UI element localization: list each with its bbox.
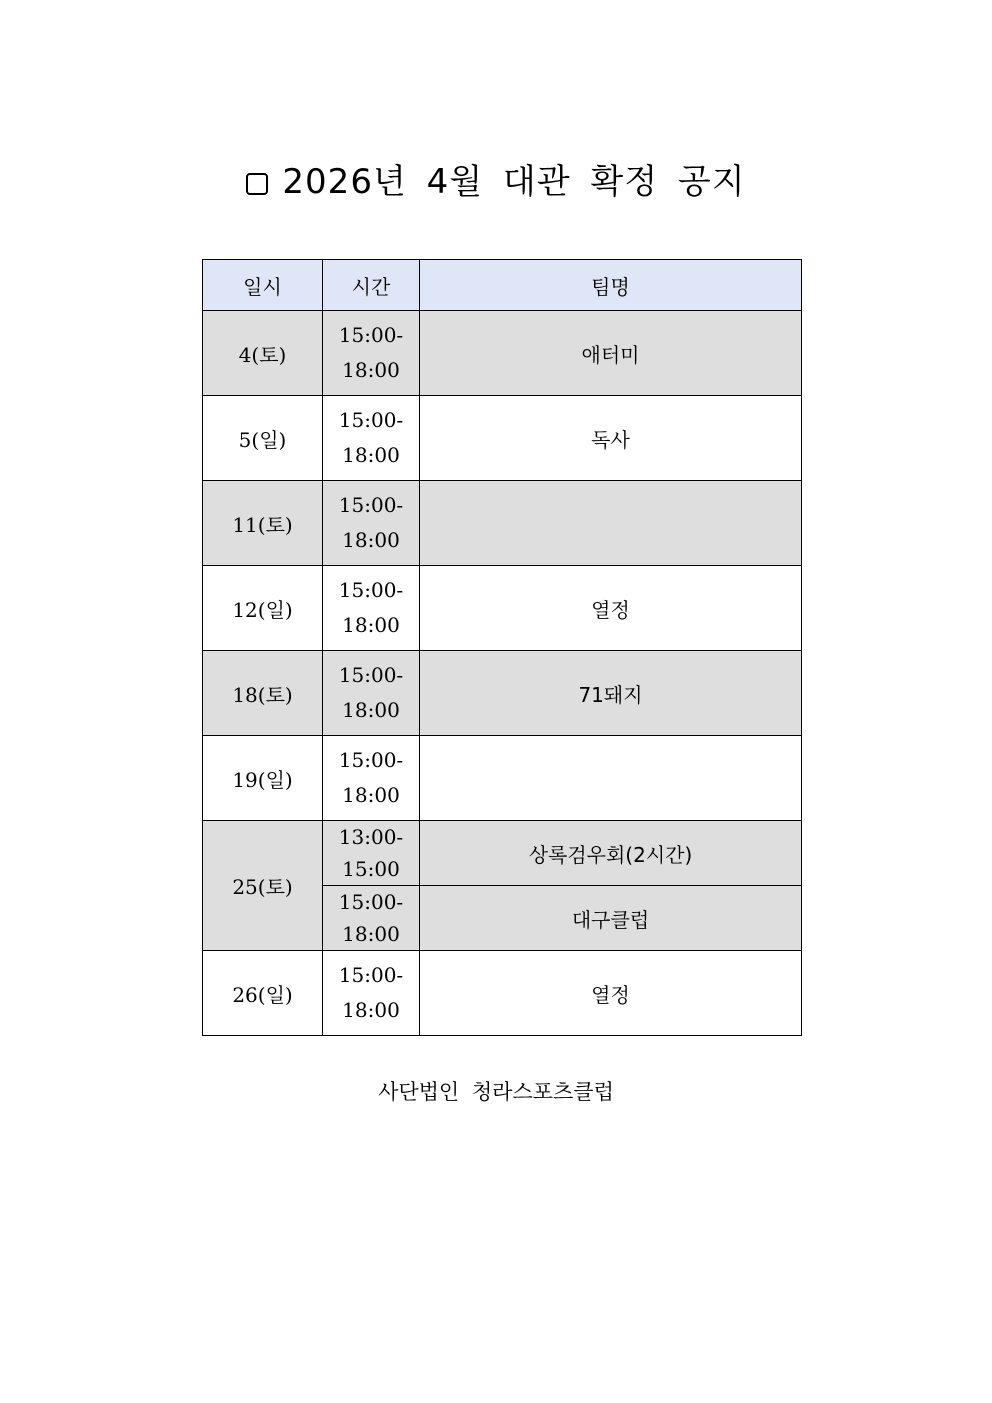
time-cell: 15:00- 18:00 (323, 311, 420, 396)
date-cell: 11(토) (203, 481, 323, 566)
table-row (203, 821, 802, 886)
table-row (203, 951, 802, 1036)
table-row (203, 311, 802, 396)
team-cell: 열정 (420, 566, 802, 651)
team-cell: 독사 (420, 396, 802, 481)
rental-schedule-table (202, 259, 802, 1036)
date-cell: 5(일) (203, 396, 323, 481)
team-cell: 열정 (420, 951, 802, 1036)
table-row (203, 736, 802, 821)
header-date: 일시 (203, 260, 323, 311)
date-cell: 26(일) (203, 951, 323, 1036)
header-time: 시간 (323, 260, 420, 311)
date-cell: 4(토) (203, 311, 323, 396)
time-cell: 15:00- 18:00 (323, 651, 420, 736)
header-team: 팀명 (420, 260, 802, 311)
table-row (203, 481, 802, 566)
team-cell: 대구클럽 (420, 886, 802, 951)
time-cell: 15:00- 18:00 (323, 566, 420, 651)
date-cell: 19(일) (203, 736, 323, 821)
time-cell: 15:00- 18:00 (323, 951, 420, 1036)
time-cell: 15:00- 18:00 (323, 736, 420, 821)
table-row (203, 396, 802, 481)
checkbox-icon (246, 173, 268, 195)
time-cell: 15:00- 18:00 (323, 886, 420, 951)
page-title: 2026년 4월 대관 확정 공지 (0, 160, 992, 204)
team-cell: 애터미 (420, 311, 802, 396)
team-cell: 71돼지 (420, 651, 802, 736)
date-cell: 12(일) (203, 566, 323, 651)
team-cell: 상록검우회(2시간) (420, 821, 802, 886)
team-cell (420, 736, 802, 821)
date-cell: 18(토) (203, 651, 323, 736)
table-row (203, 566, 802, 651)
team-cell (420, 481, 802, 566)
time-cell: 13:00- 15:00 (323, 821, 420, 886)
table-header-row (203, 260, 802, 311)
time-cell: 15:00- 18:00 (323, 481, 420, 566)
table-row (203, 651, 802, 736)
time-cell: 15:00- 18:00 (323, 396, 420, 481)
date-cell: 25(토) (203, 821, 323, 951)
organization-name: 사단법인 청라스포츠클럽 (378, 1080, 614, 1104)
